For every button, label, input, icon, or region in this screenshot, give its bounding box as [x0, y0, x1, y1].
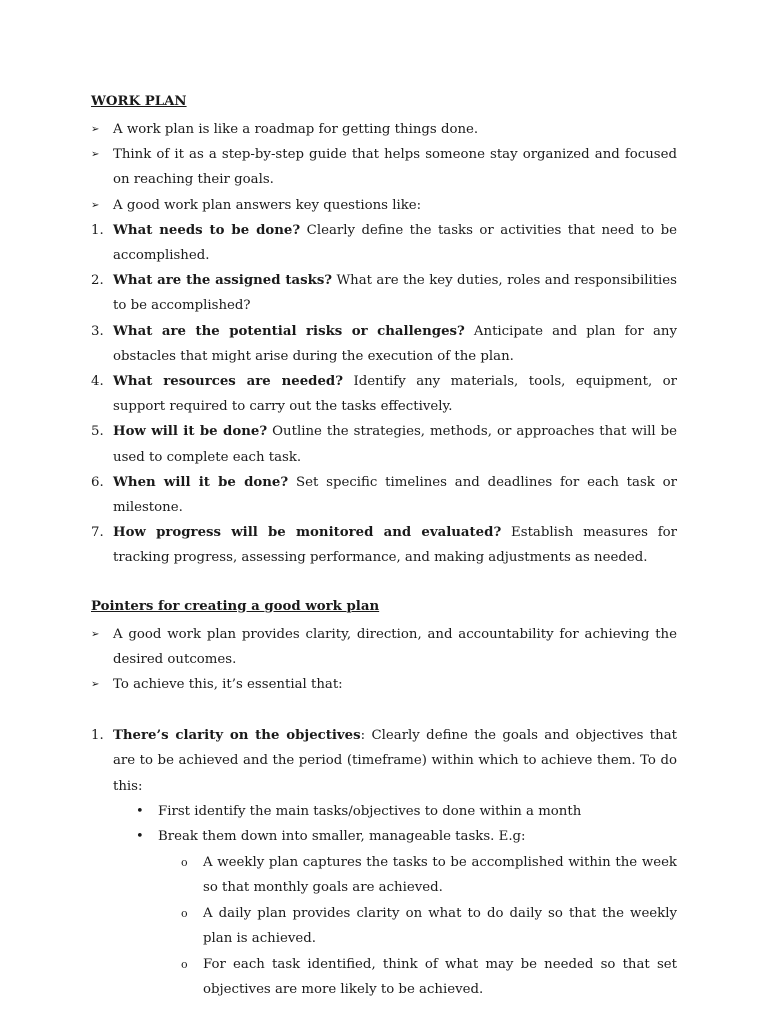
bullet-item	[91, 142, 677, 192]
numbered-question	[91, 319, 677, 369]
question-text: Identify any materials, tools, equipment, or support required to carry out the tasks effectively.	[113, 374, 677, 415]
arrow-bullet-icon: ➢	[91, 628, 100, 640]
circle-bullet-icon: o	[181, 855, 188, 869]
section-heading-pointers: Pointers for creating a good work plan	[91, 598, 380, 614]
question-text: Anticipate and plan for any obstacles that might arise during the execution of the plan.	[113, 323, 677, 364]
numbered-question	[91, 369, 677, 419]
list-number: 4.	[91, 374, 104, 390]
sub-sub-bullet-item	[91, 850, 677, 901]
sub-bullet-text: Break them down into smaller, manageable tasks. E.g:	[158, 829, 526, 845]
arrow-bullet-icon: ➢	[91, 149, 100, 161]
numbered-question	[91, 520, 677, 570]
list-number: 7.	[91, 525, 104, 541]
question-bold: What needs to be done?	[113, 222, 301, 238]
numbered-question	[91, 470, 677, 520]
question-bold: What are the potential risks or challenges?	[113, 323, 465, 339]
sub-sub-bullet-item	[91, 901, 677, 952]
pointer-text: : Clearly define the goals and objectives that are to be achieved and the period (timeframe) within which to achieve them. To do this:	[113, 728, 677, 794]
bullet-text: A good work plan answers key questions like:	[113, 197, 422, 213]
circle-bullet-icon: o	[181, 906, 188, 920]
sub-bullet-item	[91, 824, 677, 850]
section-heading-work-plan: WORK PLAN	[91, 94, 187, 109]
bullet-text: A work plan is like a roadmap for getting things done.	[113, 122, 479, 137]
dot-bullet-icon: •	[136, 803, 144, 819]
list-number: 1.	[91, 728, 104, 744]
sub-bullet-item	[91, 799, 677, 825]
circle-bullet-icon: o	[181, 957, 188, 971]
list-number: 6.	[91, 474, 104, 490]
document-body	[91, 92, 677, 1003]
question-bold: When will it be done?	[113, 474, 289, 490]
sub-bullet-text: First identify the main tasks/objectives to done within a month	[158, 803, 582, 819]
question-text: Set specific timelines and deadlines for each task or milestone.	[113, 474, 678, 516]
question-text: Establish measures for tracking progress, assessing performance, and making adjustments as needed.	[113, 525, 678, 566]
list-number: 3.	[91, 323, 104, 339]
sub-sub-bullet-text: For each task identified, think of what may be needed so that set objectives are more likely to be achieved.	[203, 956, 677, 998]
bullet-item	[91, 672, 677, 697]
list-number: 2.	[91, 273, 104, 289]
numbered-question	[91, 268, 677, 318]
arrow-bullet-icon: ➢	[91, 199, 100, 211]
bullet-text: A good work plan provides clarity, direction, and accountability for achieving the desired outcomes.	[113, 626, 677, 667]
arrow-bullet-icon: ➢	[91, 679, 100, 691]
bullet-item	[91, 622, 677, 672]
list-number: 5.	[91, 424, 104, 440]
question-bold: How progress will be monitored and evaluated?	[113, 525, 502, 541]
numbered-question	[91, 218, 677, 268]
question-bold: What are the assigned tasks?	[113, 273, 333, 289]
sub-sub-bullet-text: A weekly plan captures the tasks to be accomplished within the week so that monthly goals are achieved.	[203, 854, 677, 896]
numbered-question	[91, 419, 677, 469]
spacer	[91, 697, 677, 723]
bullet-text: To achieve this, it’s essential that:	[113, 677, 343, 693]
dot-bullet-icon: •	[136, 829, 144, 845]
pointer-bold: There’s clarity on the objectives	[113, 728, 361, 744]
list-number: 1.	[91, 222, 104, 238]
arrow-bullet-icon: ➢	[91, 124, 100, 135]
sub-sub-bullet-item	[91, 952, 677, 1003]
question-bold: What resources are needed?	[113, 374, 344, 390]
question-text: Clearly define the tasks or activities that need to be accomplished.	[113, 222, 677, 264]
question-bold: How will it be done?	[113, 424, 268, 440]
question-text: Outline the strategies, methods, or approaches that will be used to complete each task.	[113, 424, 677, 465]
bullet-item	[91, 193, 677, 218]
bullet-text: Think of it as a step-by-step guide that helps someone stay organized and focused on reaching their goals.	[113, 147, 677, 188]
bullet-item	[91, 117, 677, 142]
question-text: What are the key duties, roles and responsibilities to be accomplished?	[113, 273, 677, 314]
numbered-pointer	[91, 723, 677, 799]
sub-sub-bullet-text: A daily plan provides clarity on what to do daily so that the weekly plan is achieved.	[203, 905, 677, 947]
spacer	[91, 571, 677, 597]
